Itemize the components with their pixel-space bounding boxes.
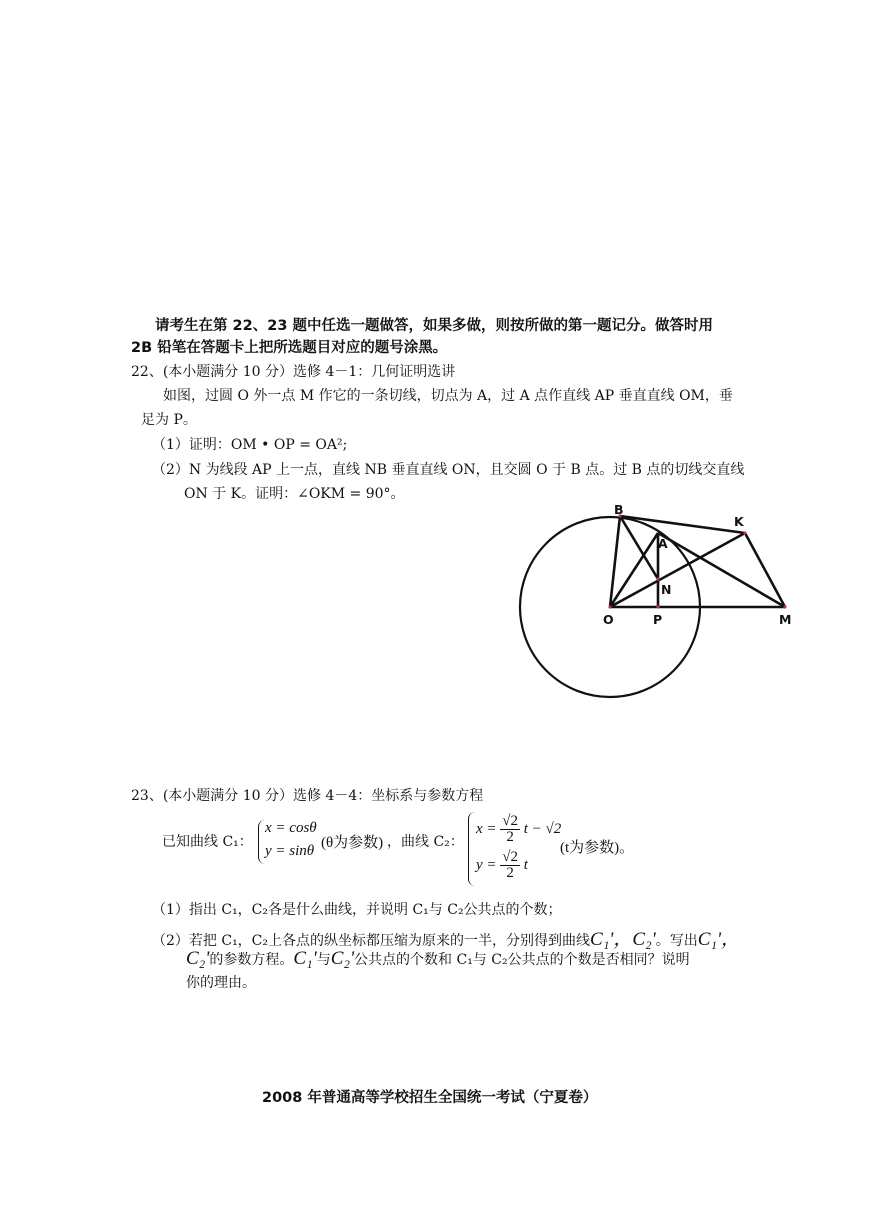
c2-y-rest: t: [523, 856, 528, 873]
c2-x-fraction: [500, 814, 520, 845]
c1-brace: [258, 820, 265, 864]
q23-part1: （1）指出 C₁，C₂各是什么曲线，并说明 C₁与 C₂公共点的个数；: [152, 902, 562, 918]
q22-part1: （1）证明：OM • OP = OA²;: [152, 437, 348, 453]
label-n: N: [661, 582, 672, 597]
curve-c1p: C₁'，: [697, 929, 741, 950]
curve-c1p-b: C₁': [293, 948, 317, 969]
q22-part2-line2: ON 于 K。证明：∠OKM = 90°。: [184, 486, 405, 502]
line-bk: [620, 516, 745, 533]
q23-header: 23、(本小题满分 10 分）选修 4－4：坐标系与参数方程: [131, 788, 484, 804]
label-p: P: [653, 612, 663, 627]
q22-stem-line2: 足为 P。: [141, 412, 197, 428]
label-o: O: [603, 612, 614, 627]
q23-part2-line2: [186, 948, 690, 970]
c2-param-note: (t为参数)。: [560, 840, 635, 856]
c2-x-equation: [476, 814, 561, 845]
c2-y-fraction: [500, 850, 520, 881]
q23-given-prefix: 已知曲线 C₁：: [162, 834, 253, 850]
c2-x-num: √2: [502, 813, 519, 829]
c2-y-den: 2: [506, 865, 514, 881]
q23-part2-text-a: （2）若把 C₁，C₂上各点的纵坐标都压缩为原来的一半，分别得到曲线: [152, 933, 591, 949]
q23-mid-text: ，曲线 C₂：: [387, 834, 464, 850]
curve-c2p: C₂': [186, 948, 210, 969]
c1-x-equation: x = cosθ: [265, 820, 317, 836]
q22-part2-line1: （2）N 为线段 AP 上一点，直线 NB 垂直直线 ON，且交圆 O 于 B 点。过 B 点的切线交直线: [152, 462, 745, 478]
label-m: M: [779, 612, 792, 627]
footer-title: 2008 年普通高等学校招生全国统一考试（宁夏卷）: [262, 1090, 598, 1106]
c2-y-num: √2: [502, 849, 519, 865]
q23-part2-text-d: 与: [316, 952, 331, 968]
label-k: K: [734, 514, 744, 529]
label-b: B: [614, 502, 624, 517]
label-a: A: [658, 536, 668, 551]
q23-part2-text-b: 。写出: [655, 933, 698, 949]
line-bn: [620, 516, 658, 579]
q22-header: 22、(本小题满分 10 分）选修 4－1：几何证明选讲: [131, 364, 456, 380]
geometry-figure: [510, 500, 810, 705]
c2-brace: [468, 812, 475, 886]
curve-c2p-b: C₂': [330, 948, 355, 969]
c1-param-note: (θ为参数): [321, 835, 384, 851]
c2-x-rest: t − √2: [523, 820, 562, 837]
c2-x-den: 2: [506, 829, 514, 845]
q23-part2-line3: 你的理由。: [186, 975, 256, 991]
instruction-line2: 2B 铅笔在答题卡上把所选题目对应的题号涂黑。: [131, 340, 448, 356]
q22-stem-line1: 如图，过圆 O 外一点 M 作它的一条切线，切点为 A，过 A 点作直线 AP 垂直直线 OM，垂: [163, 388, 733, 404]
q23-part2-text-e: 公共点的个数和 C₁与 C₂公共点的个数是否相同？说明: [354, 952, 690, 968]
c2-y-lhs: y =: [476, 856, 497, 873]
c2-y-equation: [476, 850, 528, 881]
instruction-line1: 请考生在第 22、23 题中任选一题做答，如果多做，则按所做的第一题记分。做答时用: [155, 318, 713, 334]
c1-y-equation: y = sinθ: [265, 843, 315, 859]
q23-part2-line1: [152, 924, 740, 951]
curves-c1p-c2p: C₁'，C₂': [590, 929, 656, 950]
c2-x-lhs: x =: [476, 820, 497, 837]
q23-part2-text-c: 的参数方程。: [209, 952, 294, 968]
